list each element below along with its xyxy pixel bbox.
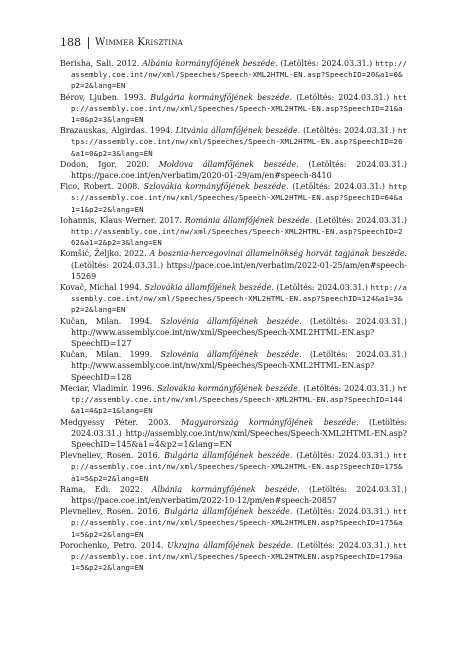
reference-url-link[interactable]: http://assembly.coe.int/nw/xml/Speeches/Speech-XML2HTML-EN.asp?SpeechID=262&a1=2&p2=3&lang=EN [71,227,403,248]
reference-author: Komšić, Željko. 2022. [60,249,147,259]
reference-url-link[interactable]: http://assembly.coe.int/nw/xml/Speeches/Speech-XML2HTML-EN.asp?SpeechID=21&a1=0&p2=3&lang=EN [71,92,408,125]
reference-access-date: (Letöltés: 2024.03.31.) [276,283,368,293]
reference-access-date: (Letöltés: 2024.03.31.) [308,159,408,169]
reference-url-link[interactable]: http://assembly.coe.int/nw/xml/Speeches/Speech-XML2HTML-EN.asp?SpeechID=20&a1=0&p2=2&lang=EN [71,59,407,91]
reference-url-link[interactable]: https://assembly.coe.int/nw/xml/Speeches/Speech-XML2HTML-EN.asp?SpeechID=26&a1=0&p2=3&lang=EN [71,126,407,158]
reference-title: Albánia kormányfőjének beszéde. [151,484,300,494]
reference-url-link[interactable]: http://www.assembly.coe.int/nw/xml/Speeches/Speech-XML2HTML-EN.asp?SpeechID=128 [71,361,375,382]
reference-access-date: (Letöltés: 2024.03.31.) [292,182,385,192]
reference-title: Szlovákia kormányfőjének beszéde. [157,383,301,393]
reference-url-link[interactable]: https://pace.coe.int/en/verbatim/2022-10-12/pm/en#speech-20857 [71,495,337,505]
page-header [60,37,183,49]
reference-access-date: (Letöltés: 2024.03.31.) [296,540,390,550]
reference-url-link[interactable]: http://assembly.coe.int/nw/xml/Speeches/Speech-XML2HTMLEN.asp?SpeechID=175&a1=5&p2=2&lang=EN [71,507,407,539]
reference-author: Plevneliev, Rosen. 2016. [60,507,161,517]
reference-entry [60,125,407,159]
reference-entry [60,540,407,574]
reference-access-date: (Letöltés: 2024.03.31.) [71,417,407,438]
reference-author: Bérov, Ljuben. 1993. [60,92,147,102]
reference-author: Iohannis, Klaus Werner. 2017. [60,215,182,225]
reference-access-date: (Letöltés: 2024.03.31.) [303,383,395,393]
reference-url-link[interactable]: http://assembly.coe.int/nw/xml/Speeches/Speech-XML2HTML-EN.asp?SpeechID=145&a1=4&p2=1&lang=EN [71,428,407,449]
reference-entry [60,417,407,451]
reference-access-date: (Letöltés: 2024.03.31.) [303,126,395,136]
reference-access-date: (Letöltés: 2024.03.31.) [309,350,408,360]
reference-url-link[interactable]: http://assembly.coe.int/nw/xml/Speeches/Speech-XML2HTML-EN.asp?SpeechID=124&a1=3&p2=2&lang=EN [71,283,407,315]
reference-author: Kučan, Milan. 1999. [60,350,153,360]
reference-title: Szlovákia kormányfőjének beszéde. [143,182,289,192]
reference-access-date: (Letöltés: 2024.03.31.) [309,316,408,326]
reference-access-date: (Letöltés: 2024.03.31.) [280,59,373,68]
reference-entry [60,282,407,316]
reference-entry [60,92,407,126]
reference-title: Bulgária kormányfőjének beszéde. [150,92,293,102]
reference-entry [60,316,407,350]
reference-author: Medgyessy Péter. 2003. [60,417,171,427]
reference-access-date: (Letöltés: 2024.03.31.) [296,451,390,461]
reference-entry [60,484,407,506]
reference-title: Albánia kormányfőjének beszéde. [142,59,278,68]
reference-list [60,58,407,573]
reference-title: Ukrajna államfőjének beszéde. [167,540,294,550]
reference-entry [60,58,407,92]
reference-author: Kučan, Milan. 1994. [60,316,153,326]
reference-title: Bulgária államfőjének beszéde. [164,451,293,461]
reference-access-date: (Letöltés: 2024.03.31.) [308,484,407,494]
reference-title: A bosznia-hercegovinai államelnökség horvát tagjának beszéde. [149,249,408,259]
running-head-author: Wimmer Krisztina [95,37,183,48]
reference-entry [60,248,407,282]
reference-author: Plevneliev, Rosen. 2016. [60,451,161,461]
reference-author: Berisha, Sali. 2012. [60,59,140,68]
reference-url-link[interactable]: https://assembly.coe.int/nw/xml/Speeches/Speech-XML2HTML-EN.asp?SpeechID=64&a1=1&p2=2&lang=EN [71,182,407,214]
reference-entry [60,181,407,215]
page-number: 188 [60,36,81,49]
reference-url-link[interactable]: http://www.assembly.coe.int/nw/xml/Speeches/Speech-XML2HTML-EN.asp?SpeechID=127 [71,327,375,349]
reference-url-link[interactable]: http://assembly.coe.int/nw/xml/Speeches/Speech-XML2HTML-EN.asp?SpeechID=175&a1=5&p2=2&lang=EN [71,451,407,483]
reference-access-date: (Letöltés: 2024.03.31.) [71,260,164,270]
reference-entry [60,383,407,417]
reference-entry [60,506,407,540]
reference-url-link[interactable]: https://pace.coe.int/en/verbatim/2022-01-25/am/en#speech-15269 [71,260,407,281]
reference-author: Porochenko, Petro. 2014. [60,540,164,550]
reference-url-link[interactable]: http://assembly.coe.int/nw/xml/Speeches/Speech-XML2HTML-EN.asp?SpeechID=144&a1=4&p2=1&lang=EN [71,383,407,416]
reference-entry [60,450,407,484]
reference-title: Bulgária államfőjének beszéde. [164,507,293,517]
reference-entry [60,215,407,249]
reference-title: Szlovénia államfőjének beszéde. [160,350,302,360]
reference-author: Meciar, Vladimír. 1996. [60,383,155,393]
reference-author: Brazauskas, Algirdas. 1994. [60,126,173,136]
reference-url-link[interactable]: http://assembly.coe.int/nw/xml/Speeches/Speech-XML2HTMLEN.asp?SpeechID=179&a1=5&p2=2&lang=EN [71,540,408,573]
header-divider [88,37,89,49]
reference-entry [60,159,407,181]
reference-url-link[interactable]: https://pace.coe.int/en/verbatim/2020-01-29/am/en#speech-8410 [71,171,332,181]
reference-title: Szlovákia államfőjének beszéde. [144,283,274,293]
reference-author: Kovač, Michal 1994. [60,283,142,293]
reference-title: Románia államfőjének beszéde. [184,215,313,225]
reference-title: Litvánia államfőjének beszéde. [175,126,301,136]
reference-access-date: (Letöltés: 2024.03.31.) [296,92,390,102]
reference-entry [60,349,407,383]
reference-author: Fico, Robert. 2008. [60,182,140,192]
reference-access-date: (Letöltés: 2024.03.31.) [296,507,390,517]
reference-title: Magyarország kormányfőjének beszéde. [181,417,359,427]
reference-access-date: (Letöltés: 2024.03.31.) [315,215,408,225]
reference-title: Szlovénia államfőjének beszéde. [160,316,302,326]
reference-title: Moldova államfőjének beszéde. [158,159,299,169]
reference-author: Rama, Edi. 2022. [60,484,143,494]
reference-author: Dodon, Igor. 2020. [60,159,149,169]
